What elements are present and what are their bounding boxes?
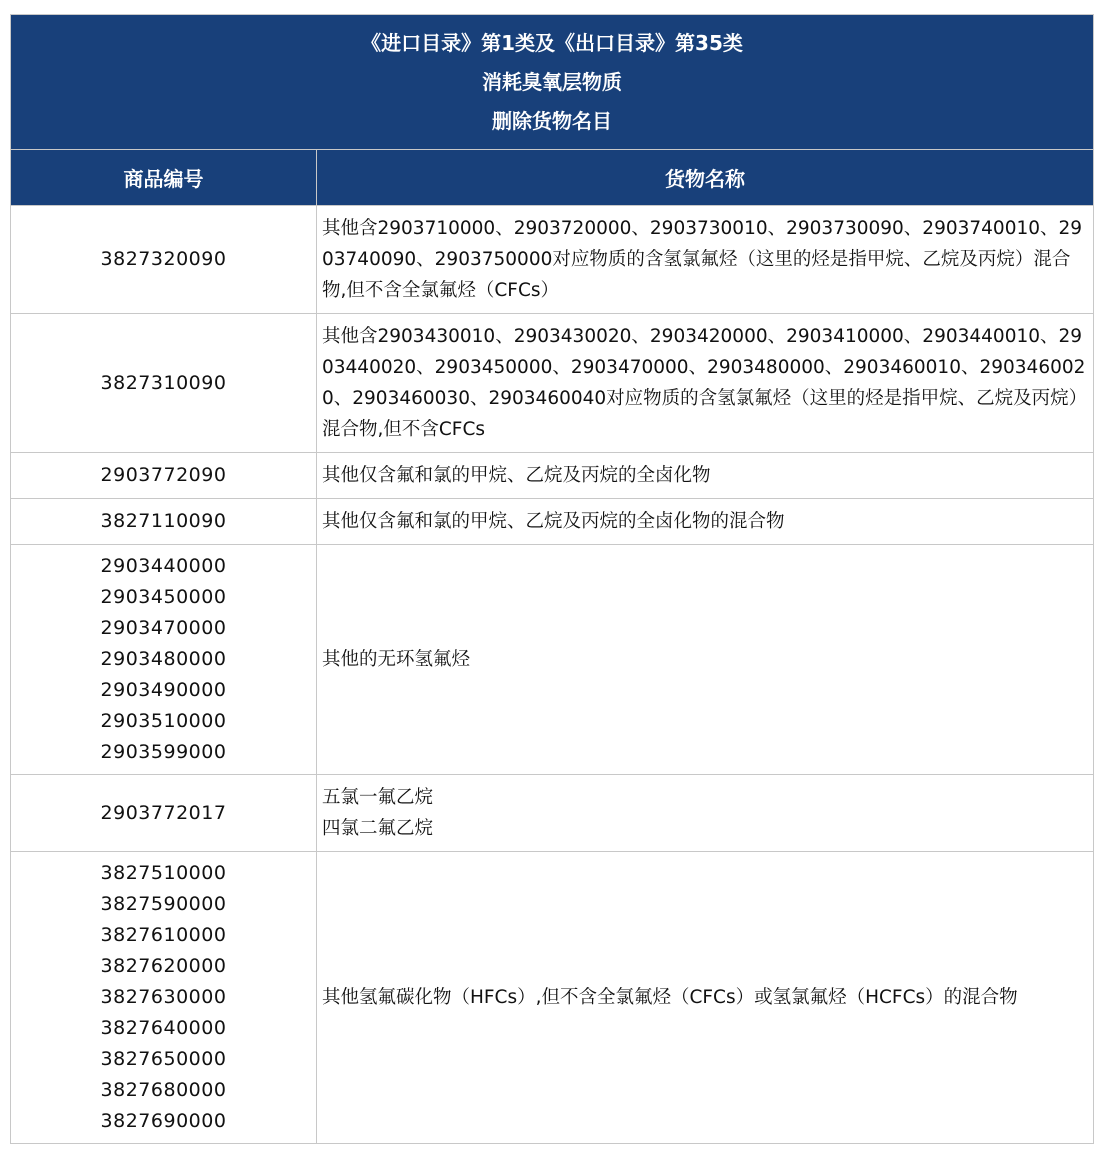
commodity-code-cell (11, 775, 317, 852)
commodity-code: 3827650000 (100, 1048, 227, 1070)
table-title (11, 15, 1094, 150)
commodity-code: 3827610000 (100, 924, 227, 946)
commodity-code-cell (11, 852, 317, 1144)
commodity-code: 3827510000 (100, 862, 227, 884)
column-header-code: 商品编号 (11, 150, 317, 206)
commodity-code: 3827680000 (100, 1079, 227, 1101)
goods-name-cell (317, 545, 1094, 775)
goods-name: 其他含2903710000、2903720000、2903730010、2903730090、2903740010、2903740090、2903750000对应物质的含氢氯氟烃（这里的烃是指甲烷、乙烷及丙烷）混合物,但不含全氯氟烃（CFCs） (322, 218, 1083, 301)
goods-name: 四氯二氟乙烷 (322, 818, 434, 839)
commodity-code: 3827620000 (100, 955, 227, 977)
goods-name-cell (317, 453, 1094, 499)
title-line-1: 《进口目录》第1类及《出口目录》第35类 (361, 30, 743, 55)
commodity-code: 2903440000 (100, 555, 227, 577)
goods-name-cell (317, 314, 1094, 453)
deleted-goods-table (10, 14, 1094, 1144)
table-row (11, 775, 1094, 852)
goods-name-cell (317, 852, 1094, 1144)
table-row (11, 314, 1094, 453)
commodity-code-cell (11, 499, 317, 545)
commodity-code-cell (11, 206, 317, 314)
header-row (11, 150, 1094, 206)
goods-name-cell (317, 206, 1094, 314)
title-line-2: 消耗臭氧层物质 (482, 69, 622, 94)
goods-name: 其他含2903430010、2903430020、2903420000、2903410000、2903440010、2903440020、2903450000、2903470000、2903480000、2903460010、2903460020、2903460030、2903460040对应物质的含氢氯氟烃（这里的烃是指甲烷、乙烷及丙烷）混合物,但不含CFCs (322, 326, 1086, 440)
commodity-code: 3827640000 (100, 1017, 227, 1039)
table-row (11, 206, 1094, 314)
commodity-code-cell (11, 453, 317, 499)
goods-name: 其他仅含氟和氯的甲烷、乙烷及丙烷的全卤化物的混合物 (322, 511, 785, 532)
column-header-name: 货物名称 (317, 150, 1094, 206)
table-row (11, 453, 1094, 499)
commodity-code-cell (11, 314, 317, 453)
commodity-code: 2903599000 (100, 741, 227, 763)
title-row (11, 15, 1094, 150)
table-row (11, 499, 1094, 545)
commodity-code: 3827320090 (100, 248, 227, 270)
commodity-code: 2903510000 (100, 710, 227, 732)
goods-name-cell (317, 499, 1094, 545)
commodity-code: 3827590000 (100, 893, 227, 915)
goods-name: 其他的无环氢氟烃 (322, 649, 471, 670)
goods-name: 其他仅含氟和氯的甲烷、乙烷及丙烷的全卤化物 (322, 465, 711, 486)
table-body (11, 206, 1094, 1144)
goods-name: 其他氢氟碳化物（HFCs）,但不含全氯氟烃（CFCs）或氢氯氟烃（HCFCs）的混合物 (322, 987, 1018, 1008)
goods-name: 五氯一氟乙烷 (322, 787, 434, 808)
commodity-code: 2903490000 (100, 679, 227, 701)
goods-name-cell (317, 775, 1094, 852)
title-line-3: 删除货物名目 (492, 108, 612, 133)
commodity-code: 2903772090 (100, 464, 227, 486)
commodity-code: 2903772017 (100, 801, 227, 824)
goods-table-container (10, 14, 1093, 1144)
commodity-code: 3827690000 (100, 1110, 227, 1132)
commodity-code: 2903450000 (100, 586, 227, 608)
commodity-code: 3827310090 (100, 371, 227, 394)
commodity-code-cell (11, 545, 317, 775)
commodity-code: 3827110090 (100, 510, 227, 532)
commodity-code: 2903480000 (100, 648, 227, 670)
table-row (11, 545, 1094, 775)
table-row (11, 852, 1094, 1144)
commodity-code: 2903470000 (100, 617, 227, 639)
commodity-code: 3827630000 (100, 986, 227, 1008)
